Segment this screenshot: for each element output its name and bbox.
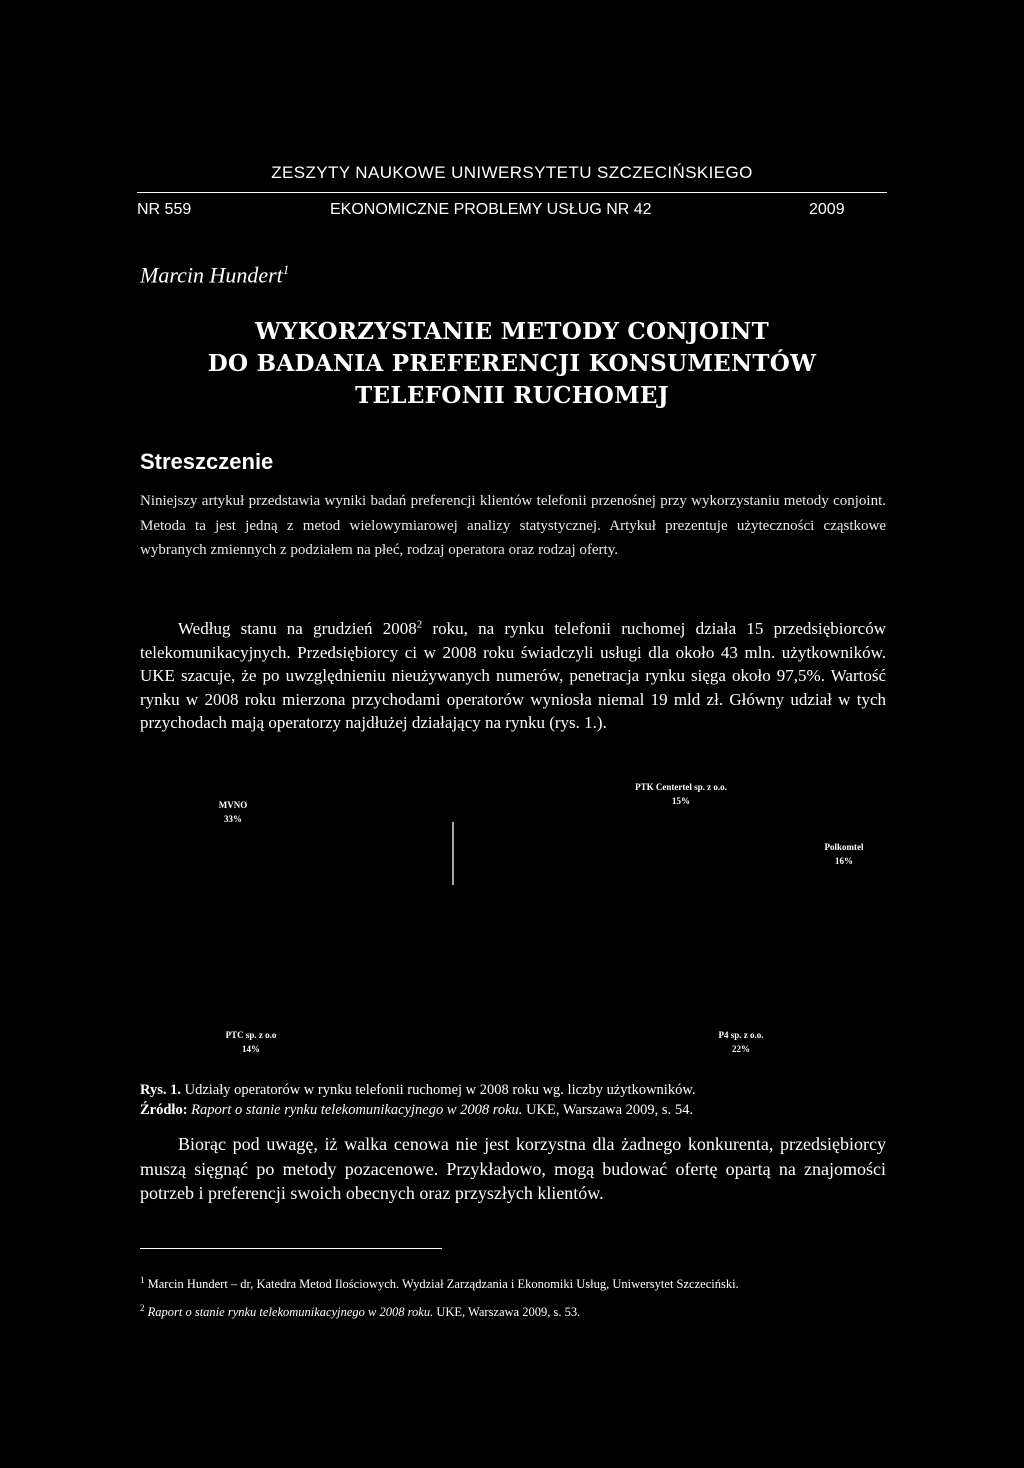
slice-label-ptk-centertel <box>626 780 736 808</box>
footnote-text: UKE, Warszawa 2009, s. 53. <box>433 1305 581 1320</box>
footnote-1 <box>140 1272 900 1292</box>
footnote-number: 2 <box>140 1303 145 1313</box>
abstract-text: Niniejszy artykuł przedstawia wyniki badań preferencji klientów telefonii przenośnej przy wykorzystaniu metody conjoint. Metoda ta jest jedną z metod wielowymiarowej analizy statystycznej. Artykuł prezentuje użyteczności cząstkowe wybranych zmiennych z podziałem na płeć, rodzaj operatora oraz rodzaj oferty. <box>140 493 886 558</box>
article-title-line-2: DO BADANIA PREFERENCJI KONSUMENTÓW <box>207 350 817 377</box>
slice-name: MVNO <box>218 800 248 810</box>
slice-name: PTK Centertel sp. z o.o. <box>635 782 727 792</box>
slice-label-p4 <box>706 1028 776 1056</box>
figure-label: Rys. 1. <box>140 1082 181 1098</box>
caption-line-2 <box>140 1100 886 1120</box>
slice-value: 15% <box>672 796 690 806</box>
caption-line-1 <box>140 1080 886 1100</box>
body-p1-rest: roku, na rynku telefonii ruchomej działa 15 przedsiębiorców telekomunikacyjnych. Przedsiębiorcy ci w 2008 roku świadczyli usługi dla około 43 mln. użytkowników. UKE szacuje, że po uwzględnieniu nieużywanych numerów, penetracja rynku sięga około 97,5%. Wartość rynku w 2008 roku mierzona przychodami operatorów wyniosła niemal 19 mld zł. Główny udział w tych przychodach mają operatorzy najdłużej działający na rynku (rys. 1.). <box>140 619 887 732</box>
source-rest: UKE, Warszawa 2009, s. 54. <box>522 1102 693 1118</box>
footnote-title: Raport o stanie rynku telekomunikacyjnego w 2008 roku. <box>147 1305 434 1320</box>
slice-value: 16% <box>835 856 853 866</box>
slice-name: Polkomtel <box>824 842 864 852</box>
article-title-line-1: WYKORZYSTANIE METODY CONJOINT <box>254 318 769 345</box>
author-footnote-ref: 1 <box>282 262 290 277</box>
author-name: Marcin Hundert <box>140 262 283 288</box>
footnote-rule <box>140 1248 442 1249</box>
issue-year: 2009 <box>809 201 845 218</box>
article-title-line-3: TELEFONII RUCHOMEJ <box>355 382 669 409</box>
header-rule <box>137 192 887 193</box>
footnote-2 <box>140 1300 900 1320</box>
footnote-number: 1 <box>140 1275 145 1285</box>
slice-value: 14% <box>242 1044 260 1054</box>
source-label: Źródło: <box>140 1102 188 1118</box>
slice-label-mvno <box>198 798 268 826</box>
slice-value: 22% <box>732 1044 750 1054</box>
abstract-heading: Streszczenie <box>140 449 274 474</box>
figure-caption <box>140 1080 886 1120</box>
journal-title: ZESZYTY NAUKOWE UNIWERSYTETU SZCZECIŃSKIEGO <box>271 163 753 182</box>
issue-number: NR 559 <box>137 201 192 218</box>
series-title: EKONOMICZNE PROBLEMY USŁUG NR 42 <box>330 201 652 218</box>
slice-label-ptc <box>216 1028 286 1056</box>
author <box>140 262 289 288</box>
body-p1-start: Według stanu na grudzień 2008 <box>178 619 417 638</box>
figure-text: Udziały operatorów w rynku telefonii ruchomej w 2008 roku wg. liczby użytkowników. <box>180 1082 696 1098</box>
footnote-ref-2: 2 <box>416 618 423 631</box>
slice-value: 33% <box>224 814 242 824</box>
body-paragraph-2: Biorąc pod uwagę, iż walka cenowa nie jest korzystna dla żadnego konkurenta, przedsiębiorcy muszą sięgnąć po metody pozacenowe. Przykładowo, mogą budować ofertę opartą na znajomości potrzeb i preferencji swoich obecnych oraz przyszłych klientów. <box>140 1134 886 1203</box>
source-title: Raport o stanie rynku telekomunikacyjnego w 2008 roku. <box>191 1102 523 1118</box>
slice-name: PTC sp. z o.o <box>225 1030 277 1040</box>
footnote-text: Marcin Hundert – dr, Katedra Metod Ilościowych. Wydział Zarządzania i Ekonomiki Usług, Uniwersytet Szczeciński. <box>147 1277 739 1292</box>
body-paragraph-1 <box>140 617 886 735</box>
slice-name: P4 sp. z o.o. <box>718 1030 764 1040</box>
slice-label-polkomtel <box>814 840 874 868</box>
market-share-pie-chart <box>140 770 886 1070</box>
